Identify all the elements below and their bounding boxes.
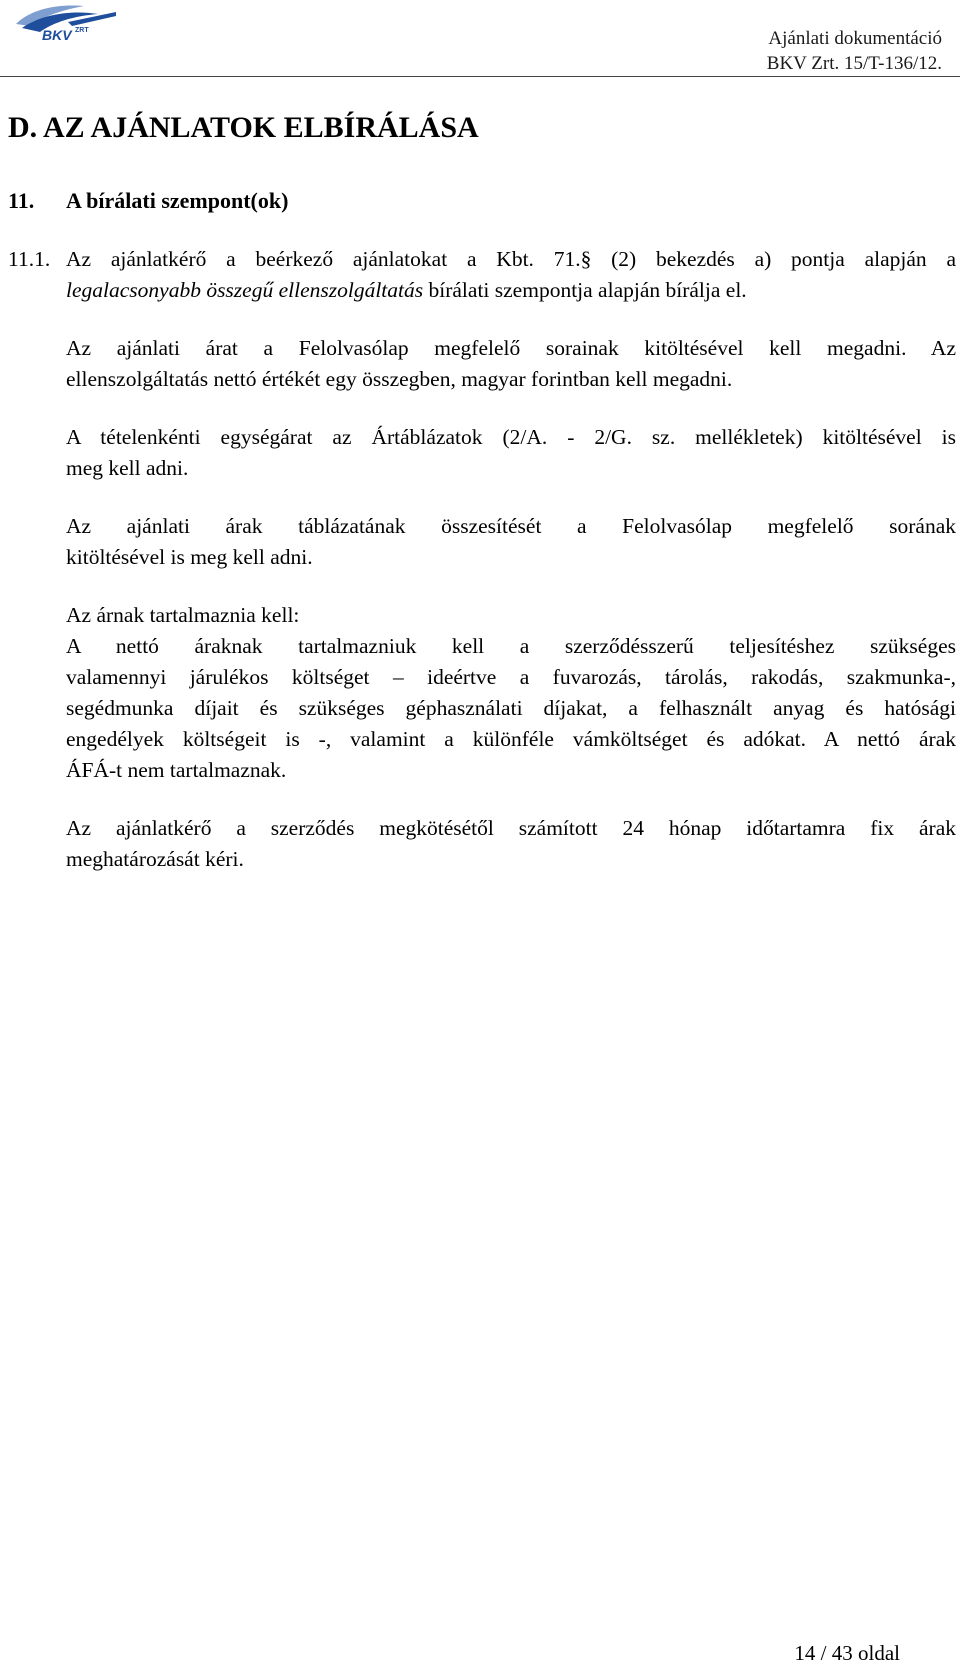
subsection-title: A bírálati szempont(ok) xyxy=(66,188,289,213)
document-title: Ajánlati dokumentáció xyxy=(768,28,942,49)
paragraph-price xyxy=(8,333,956,395)
paragraph-line: A nettó áraknak tartalmazniuk kell a szerződésszerű teljesítéshez szükséges xyxy=(66,634,956,658)
section-title: D. AZ AJÁNLATOK ELBÍRÁLÁSA xyxy=(8,111,479,144)
paragraph-price-content xyxy=(8,600,956,786)
paragraph-unit-price xyxy=(8,422,956,484)
paragraph-line: valamennyi járulékos költséget – ideértve a fuvarozás, tárolás, rakodás, szakmunka-, xyxy=(66,665,956,689)
paragraph-summary xyxy=(8,511,956,573)
paragraph-11-1 xyxy=(8,244,956,306)
logo-text: BKV xyxy=(42,27,72,42)
logo-superscript: ZRT xyxy=(75,27,89,34)
paragraph-line-rest: bírálati szempontja alapján bírálja el. xyxy=(423,278,747,302)
header-divider xyxy=(0,76,960,77)
paragraph-line: segédmunka díjait és szükséges géphasználati díjakat, a felhasznált anyag és hatósági xyxy=(66,696,956,720)
paragraph-number: 11.1. xyxy=(8,247,51,271)
paragraph-fixed-price xyxy=(8,813,956,875)
paragraph-line: Az ajánlatkérő a beérkező ajánlatokat a Kbt. 71.§ (2) bekezdés a) pontja alapján a xyxy=(66,247,956,271)
bkv-logo xyxy=(12,2,120,42)
paragraph-line: engedélyek költségeit is -, valamint a különféle vámköltséget és adókat. A nettó árak xyxy=(66,727,956,751)
paragraph-line: kitöltésével is meg kell adni. xyxy=(66,545,313,569)
paragraph-intro: Az árnak tartalmaznia kell: xyxy=(66,603,300,627)
paragraph-line: Az ajánlati árak táblázatának összesítését a Felolvasólap megfelelő sorának xyxy=(66,514,956,538)
paragraph-line: meg kell adni. xyxy=(66,456,189,480)
paragraph-line: Az ajánlati árat a Felolvasólap megfelelő sorainak kitöltésével kell megadni. Az xyxy=(66,336,956,360)
page-number: 14 / 43 oldal xyxy=(794,1641,900,1665)
document-reference: BKV Zrt. 15/T-136/12. xyxy=(766,53,942,74)
paragraph-line: A tételenkénti egységárat az Ártáblázatok (2/A. - 2/G. sz. mellékletek) kitöltésével is xyxy=(66,425,956,449)
paragraph-line: ellenszolgáltatás nettó értékét egy összegben, magyar forintban kell megadni. xyxy=(66,367,733,391)
paragraph-line xyxy=(66,275,956,306)
paragraph-line: meghatározását kéri. xyxy=(66,847,244,871)
subsection-number: 11. xyxy=(8,188,35,213)
italic-criterion: legalacsonyabb összegű ellenszolgáltatás xyxy=(66,278,424,302)
header-document-info xyxy=(767,26,942,76)
paragraph-line: Az ajánlatkérő a szerződés megkötésétől számított 24 hónap időtartamra fix árak xyxy=(66,816,956,840)
document-body xyxy=(8,244,956,902)
paragraph-line: ÁFÁ-t nem tartalmaznak. xyxy=(66,758,287,782)
subsection-heading xyxy=(8,186,288,216)
